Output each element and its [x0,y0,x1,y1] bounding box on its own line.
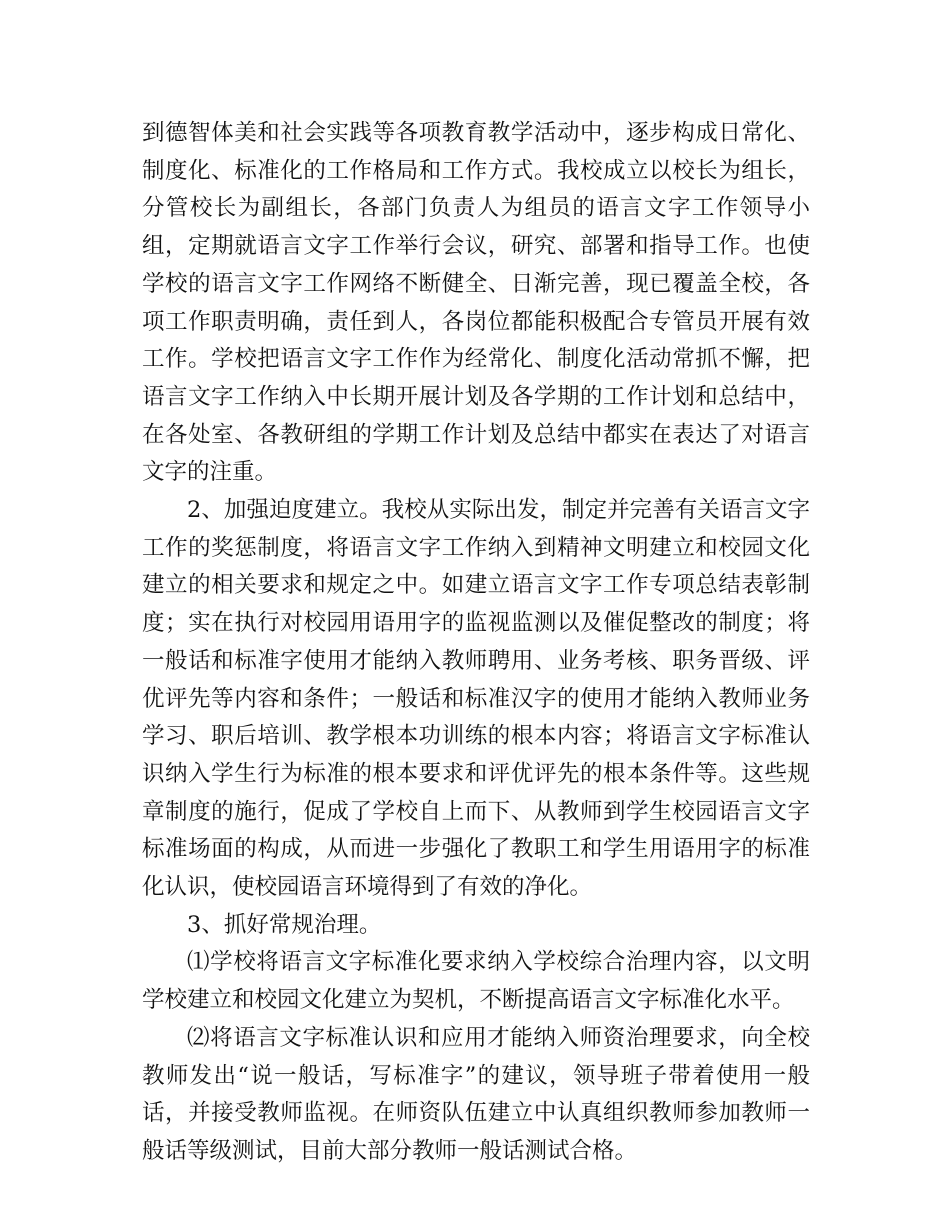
paragraph-system-building: 2、加强迫度建立。我校从实际出发，制定并完善有关语言文字工作的奖惩制度，将语言文字工作纳入到精神文明建立和校园文化建立的相关要求和规定之中。如建立语言文字工作专项总结表彰制度；实在执行对校园用语用字的监视监测以及催促整改的制度；将一般话和标准字使用才能纳入教师聘用、业务考核、职务晋级、评优评先等内容和条件；一般话和标准汉字的使用才能纳入教师业务学习、职后培训、教学根本功训练的根本内容；将语言文字标准认识纳入学生行为标准的根本要求和评优评先的根本条件等。这些规章制度的施行，促成了学校自上而下、从教师到学生校园语言文字标准场面的构成，从而进一步强化了教职工和学生用语用字的标准化认识，使校园语言环境得到了有效的净化。 [142,497,810,901]
document-page [142,115,810,1171]
paragraph-item-2: ⑵将语言文字标准认识和应用才能纳入师资治理要求，向全校教师发出“说一般话，写标准字”的建议，领导班子带着使用一般话，并接受教师监视。在师资队伍建立中认真组织教师参加教师一般话等级测试，目前大部分教师一般话测试合格。 [142,1024,810,1164]
paragraph-item-1: ⑴学校将语言文字标准化要求纳入学校综合治理内容，以文明学校建立和校园文化建立为契机，不断提高语言文字标准化水平。 [142,949,810,1014]
paragraph-leadership: 到德智体美和社会实践等各项教育教学活动中，逐步构成日常化、制度化、标准化的工作格局和工作方式。我校成立以校长为组长，分管校长为副组长，各部门负责人为组员的语言文字工作领导小组，定期就语言文字工作举行会议，研究、部署和指导工作。也使学校的语言文字工作网络不断健全、日渐完善，现已覆盖全校，各项工作职责明确，责任到人，各岗位都能积极配合专管员开展有效工作。学校把语言文字工作作为经常化、制度化活动常抓不懈，把语言文字工作纳入中长期开展计划及各学期的工作计划和总结中，在各处室、各教研组的学期工作计划及总结中都实在表达了对语言文字的注重。 [142,120,810,486]
paragraph-routine-management-heading: 3、抓好常规治理。 [187,911,382,938]
